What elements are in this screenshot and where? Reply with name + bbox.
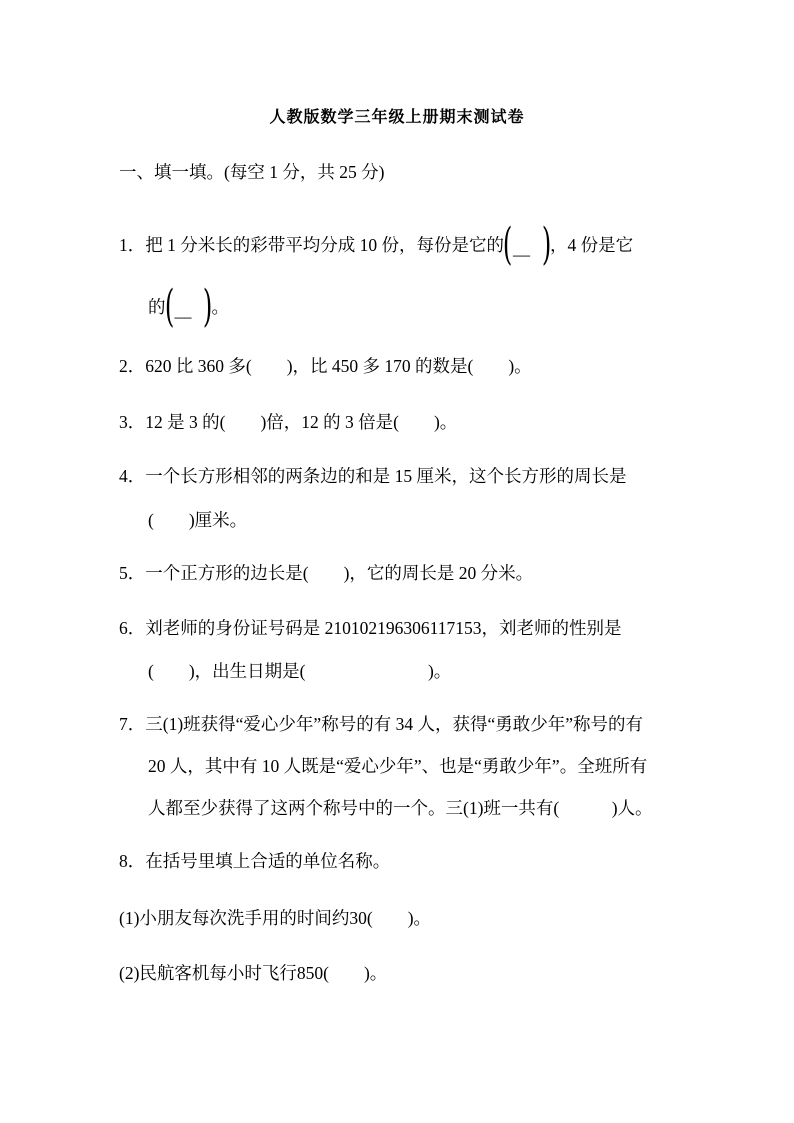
question-text: 在括号里填上合适的单位名称。	[145, 851, 391, 871]
fraction-answer-box[interactable]: ( — )	[164, 281, 213, 332]
question-3	[119, 410, 457, 434]
question-number: 5．	[119, 563, 146, 583]
question-4	[119, 464, 627, 488]
question-number: 3．	[119, 412, 146, 432]
question-text: 刘老师的身份证号码是 210102196306117153，刘老师的性别是	[145, 618, 622, 638]
question-2	[119, 354, 532, 378]
question-text: 一个长方形相邻的两条边的和是 15 厘米，这个长方形的周长是	[145, 466, 627, 486]
question-text: 。	[211, 297, 229, 318]
question-6	[119, 616, 621, 640]
question-5	[119, 561, 533, 585]
question-4-continued: ( )厘米。	[148, 510, 248, 530]
question-text: 620 比 360 多( )，比 450 多 170 的数是( )。	[145, 356, 532, 376]
question-8-sub-2: (2)民航客机每小时飞行850( )。	[119, 963, 388, 983]
question-1-continued	[148, 281, 229, 332]
question-7	[119, 712, 643, 736]
section-heading: 一、填一填。(每空 1 分，共 25 分)	[119, 162, 385, 182]
question-1	[119, 219, 634, 270]
question-number: 4．	[119, 466, 146, 486]
question-6-continued: ( )，出生日期是( )。	[148, 661, 452, 681]
fraction-answer-box[interactable]: ( — )	[502, 219, 552, 270]
page-title: 人教版数学三年级上册期末测试卷	[269, 107, 525, 126]
fraction-bar: —	[513, 245, 530, 264]
question-number: 1．	[119, 235, 146, 256]
fraction-bar: —	[174, 307, 192, 326]
question-text: 把 1 分米长的彩带平均分成 10 份，每份是它的	[145, 235, 504, 256]
question-number: 6．	[119, 618, 146, 638]
question-text: 的	[148, 297, 166, 318]
question-number: 2．	[119, 356, 146, 376]
question-number: 8．	[119, 851, 146, 871]
question-7-line-2: 20 人，其中有 10 人既是“爱心少年”、也是“勇敢少年”。全班所有	[148, 756, 648, 776]
question-number: 7．	[119, 714, 146, 734]
question-text: 一个正方形的边长是( )，它的周长是 20 分米。	[145, 563, 534, 583]
question-8-sub-1: (1)小朋友每次洗手用的时间约30( )。	[119, 908, 432, 928]
question-text: ，4 份是它	[550, 235, 634, 256]
question-text: 12 是 3 的( )倍，12 的 3 倍是( )。	[145, 412, 458, 432]
question-8	[119, 849, 390, 873]
question-7-line-3: 人都至少获得了这两个称号中的一个。三(1)班一共有( )人。	[148, 798, 653, 818]
question-text: 三(1)班获得“爱心少年”称号的有 34 人，获得“勇敢少年”称号的有	[145, 714, 643, 734]
